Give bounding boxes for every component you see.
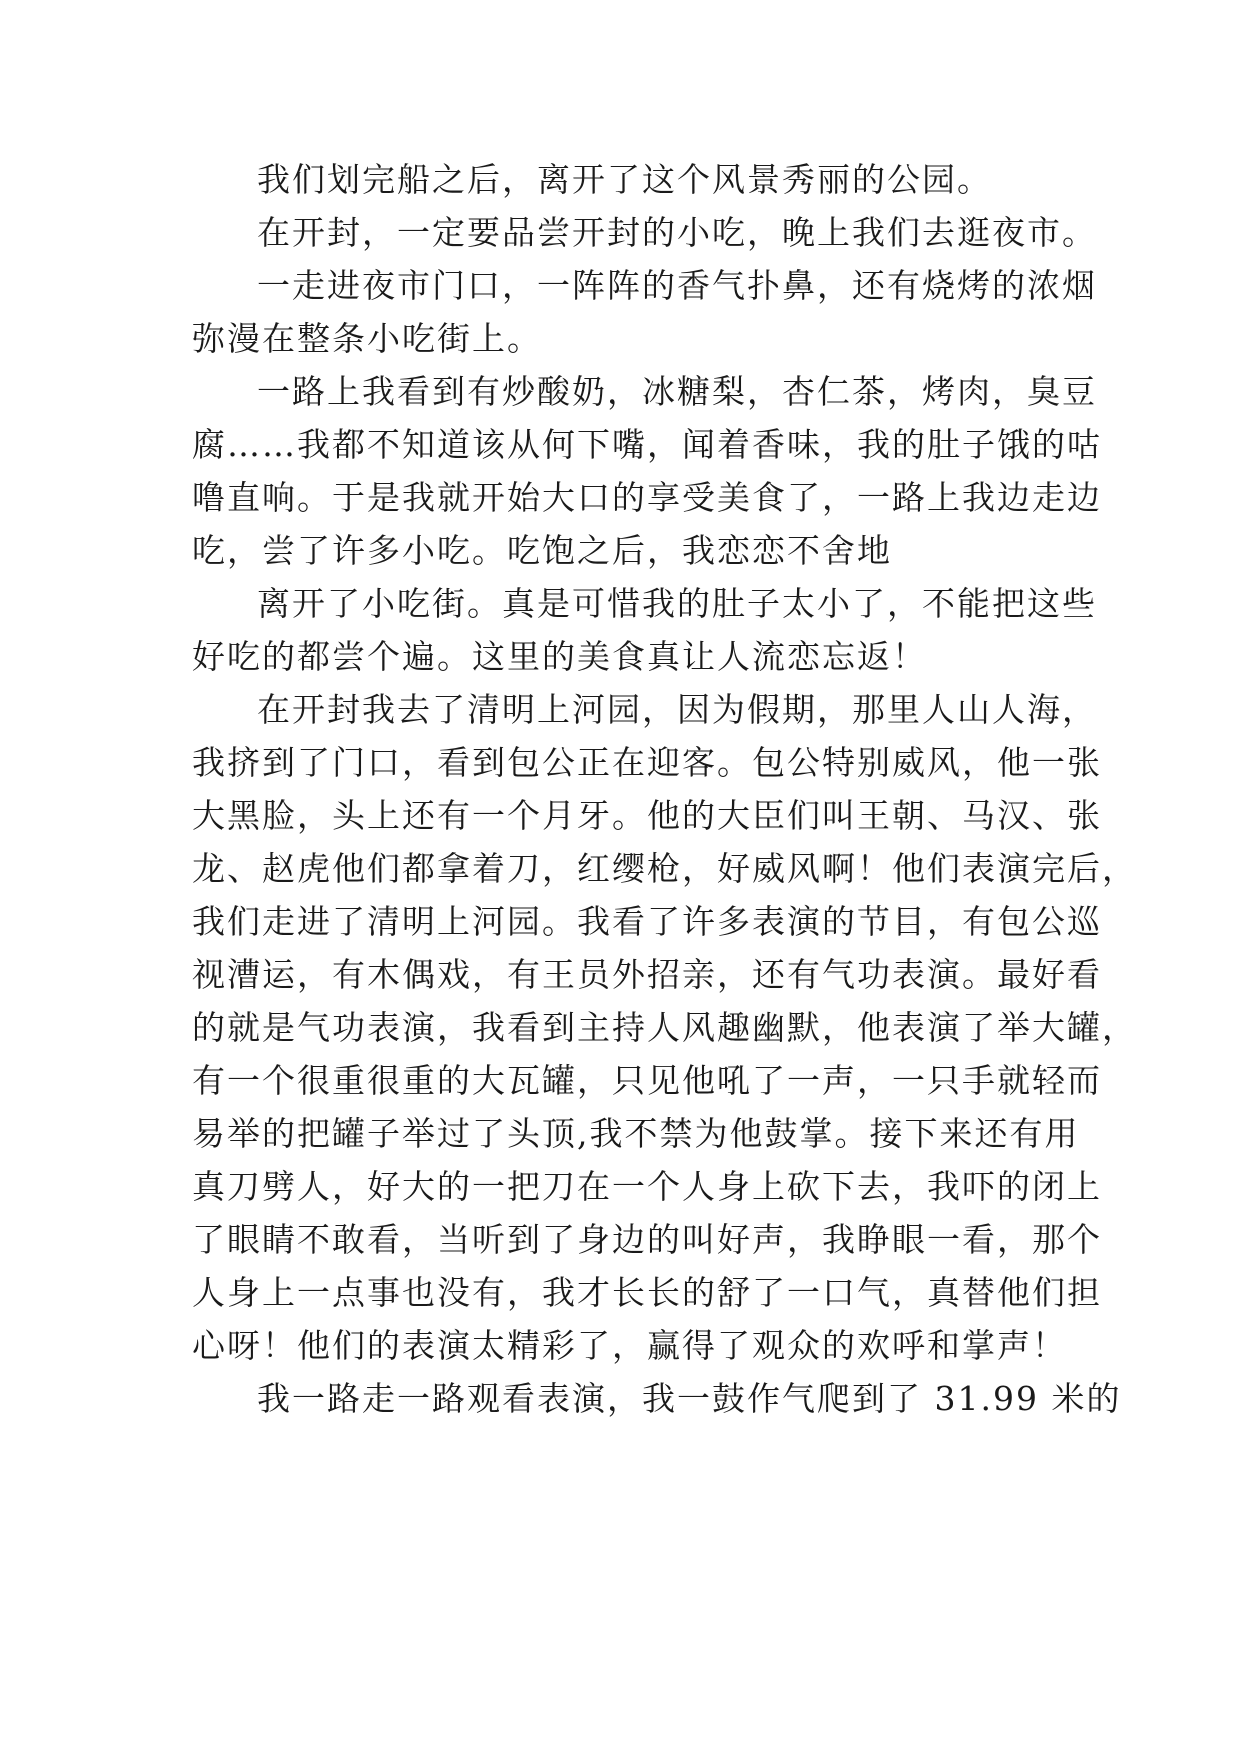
text-line: 离开了小吃街。真是可惜我的肚子太小了，不能把这些	[257, 584, 1097, 623]
text-line: 心呀！他们的表演太精彩了，赢得了观众的欢呼和掌声！	[192, 1326, 1067, 1365]
text-line: 弥漫在整条小吃街上。	[192, 319, 542, 358]
text-line: 好吃的都尝个遍。这里的美食真让人流恋忘返！	[192, 637, 927, 676]
text-line: 龙、赵虎他们都拿着刀，红缨枪，好威风啊！他们表演完后，	[192, 849, 1137, 888]
text-line: 了眼睛不敢看，当听到了身边的叫好声，我睁眼一看，那个	[192, 1220, 1102, 1259]
text-line: 的就是气功表演，我看到主持人风趣幽默，他表演了举大罐，	[192, 1008, 1137, 1047]
text-line: 一路上我看到有炒酸奶，冰糖梨，杏仁茶，烤肉，臭豆	[257, 372, 1097, 411]
text-line: 我一路走一路观看表演，我一鼓作气爬到了 31.99 米的	[257, 1379, 1122, 1418]
text-line: 真刀劈人，好大的一把刀在一个人身上砍下去，我吓的闭上	[192, 1167, 1102, 1206]
text-line: 人身上一点事也没有，我才长长的舒了一口气，真替他们担	[192, 1273, 1102, 1312]
text-line: 我挤到了门口，看到包公正在迎客。包公特别威风，他一张	[192, 743, 1102, 782]
text-line: 噜直响。于是我就开始大口的享受美食了，一路上我边走边	[192, 478, 1102, 517]
text-line: 在开封我去了清明上河园，因为假期，那里人山人海，	[257, 690, 1097, 729]
text-line: 有一个很重很重的大瓦罐，只见他吼了一声，一只手就轻而	[192, 1061, 1102, 1100]
text-line: 一走进夜市门口，一阵阵的香气扑鼻，还有烧烤的浓烟	[257, 266, 1097, 305]
text-line: 吃，尝了许多小吃。吃饱之后，我恋恋不舍地	[192, 531, 892, 570]
text-line: 我们走进了清明上河园。我看了许多表演的节目，有包公巡	[192, 902, 1102, 941]
text-line: 视漕运，有木偶戏，有王员外招亲，还有气功表演。最好看	[192, 955, 1102, 994]
text-line: 我们划完船之后，离开了这个风景秀丽的公园。	[257, 160, 992, 199]
text-line: 腐……我都不知道该从何下嘴，闻着香味，我的肚子饿的咕	[192, 425, 1102, 464]
text-line: 大黑脸，头上还有一个月牙。他的大臣们叫王朝、马汉、张	[192, 796, 1102, 835]
text-line: 在开封，一定要品尝开封的小吃，晚上我们去逛夜市。	[257, 213, 1097, 252]
text-line: 易举的把罐子举过了头顶,我不禁为他鼓掌。接下来还有用	[192, 1114, 1080, 1153]
